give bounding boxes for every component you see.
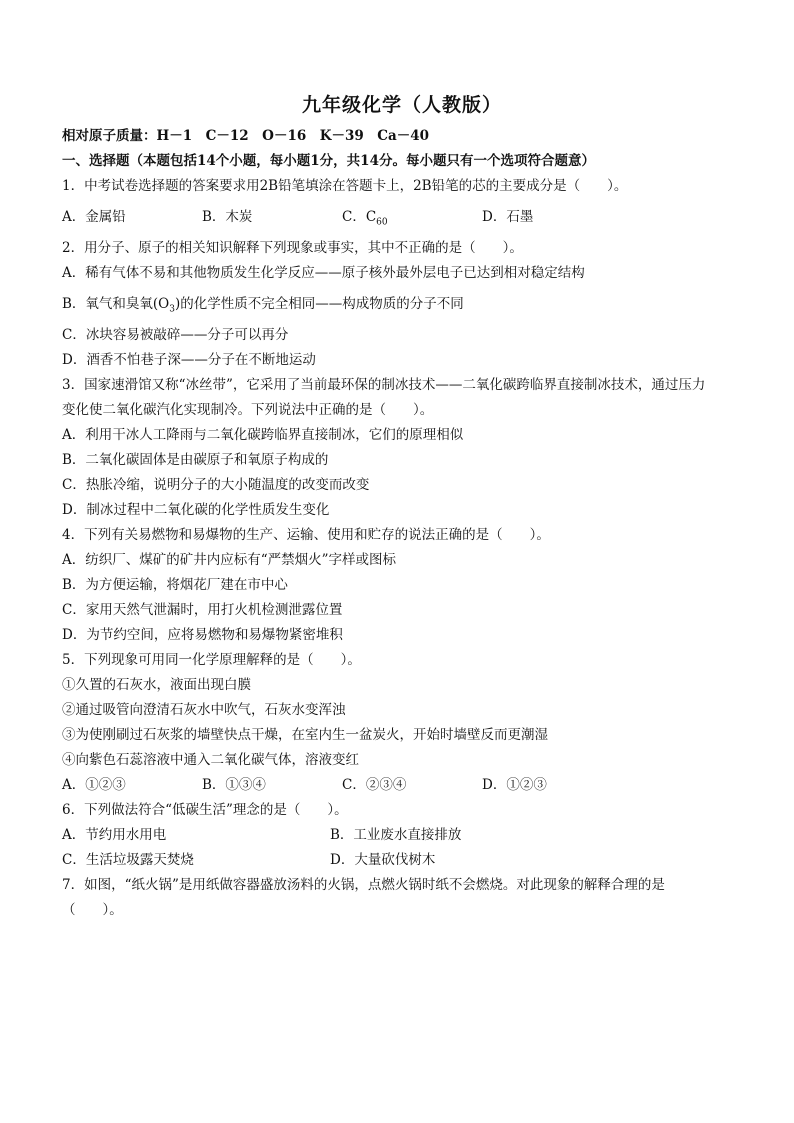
option-c: C．②③④ xyxy=(342,777,407,793)
option-c: C．热胀冷缩，说明分子的大小随温度的改变而改变 xyxy=(62,477,370,493)
option-d: D．大量砍伐树木 xyxy=(330,852,436,868)
statement-4: ④向紫色石蕊溶液中通入二氧化碳气体，溶液变红 xyxy=(62,752,359,768)
question-7-stem-line1: 7．如图，“纸火锅”是用纸做容器盛放汤料的火锅，点燃火锅时纸不会燃烧。对此现象的解释合理的是 xyxy=(62,877,665,893)
option-d: D．①②③ xyxy=(482,777,547,793)
page-title: 九年级化学（人教版） xyxy=(301,94,502,116)
option-b: B．为方便运输，将烟花厂建在市中心 xyxy=(62,577,288,593)
option-a: A．稀有气体不易和其他物质发生化学反应——原子核外最外层电子已达到相对稳定结构 xyxy=(62,265,585,281)
option-c: C．冰块容易被敲碎——分子可以再分 xyxy=(62,327,289,343)
question-3-stem-line2: 变化使二氧化碳汽化实现制冷。下列说法中正确的是（ ）。 xyxy=(62,402,434,418)
statement-2: ②通过吸管向澄清石灰水中吹气，石灰水变浑浊 xyxy=(62,702,346,718)
question-3-stem-line1: 3．国家速滑馆又称“冰丝带”，它采用了当前最环保的制冰技术——二氧化碳跨临界直接制冰技术，通过压力 xyxy=(62,377,706,393)
option-a: A．①②③ xyxy=(62,777,126,793)
option-c: C．家用天然气泄漏时，用打火机检测泄露位置 xyxy=(62,602,343,618)
option-a: A．金属铅 xyxy=(62,209,126,225)
question-1-options xyxy=(62,205,742,230)
question-6-options-row2 xyxy=(62,848,742,873)
option-d: D．石墨 xyxy=(482,209,534,225)
option-a: A．纺织厂、煤矿的矿井内应标有“严禁烟火”字样或图标 xyxy=(62,552,397,568)
question-6-stem: 6．下列做法符合“低碳生活”理念的是（ ）。 xyxy=(62,802,348,818)
exam-page xyxy=(62,92,742,923)
question-5-stem: 5．下列现象可用同一化学原理解释的是（ ）。 xyxy=(62,652,361,668)
question-7-stem-line2: （ ）。 xyxy=(62,902,123,918)
option-a: A．利用干冰人工降雨与二氧化碳跨临界直接制冰，它们的原理相似 xyxy=(62,427,464,443)
question-5-options xyxy=(62,773,742,798)
option-d: D．酒香不怕巷子深——分子在不断地运动 xyxy=(62,352,316,368)
option-b: B．工业废水直接排放 xyxy=(330,827,462,843)
option-d: D．制冰过程中二氧化碳的化学性质发生变化 xyxy=(62,502,330,518)
question-4-stem: 4．下列有关易燃物和易爆物的生产、运输、使用和贮存的说法正确的是（ ）。 xyxy=(62,527,550,543)
question-1-stem: 1．中考试卷选择题的答案要求用2B铅笔填涂在答题卡上，2B铅笔的芯的主要成分是（ ）。 xyxy=(62,178,628,194)
option-b: B．氧气和臭氧$(O_3)$的化学性质不完全相同——构成物质的分子不同 xyxy=(62,296,464,315)
statement-3: ③为使刚刷过石灰浆的墙壁快点干燥，在室内生一盆炭火，开始时墙壁反而更潮湿 xyxy=(62,727,548,743)
option-c: C．$C_{60}$ xyxy=(342,209,388,228)
option-b: B．①③④ xyxy=(202,777,266,793)
question-6-options-row1 xyxy=(62,823,742,848)
question-2-stem: 2．用分子、原子的相关知识解释下列现象或事实，其中不正确的是（ ）。 xyxy=(62,240,523,256)
statement-1: ①久置的石灰水，液面出现白膜 xyxy=(62,677,251,693)
option-b: B．二氧化碳固体是由碳原子和氧原子构成的 xyxy=(62,452,329,468)
section-heading: 一、选择题（本题包括14个小题，每小题1分，共14分。每小题只有一个选项符合题意） xyxy=(62,153,595,169)
option-c: C．生活垃圾露天焚烧 xyxy=(62,852,194,868)
option-a: A．节约用水用电 xyxy=(62,827,167,843)
atomic-mass-line: 相对原子质量：H－1 C－12 O－16 K－39 Ca－40 xyxy=(62,128,430,144)
option-d: D．为节约空间，应将易燃物和易爆物紧密堆积 xyxy=(62,627,343,643)
option-b: B．木炭 xyxy=(202,209,253,225)
